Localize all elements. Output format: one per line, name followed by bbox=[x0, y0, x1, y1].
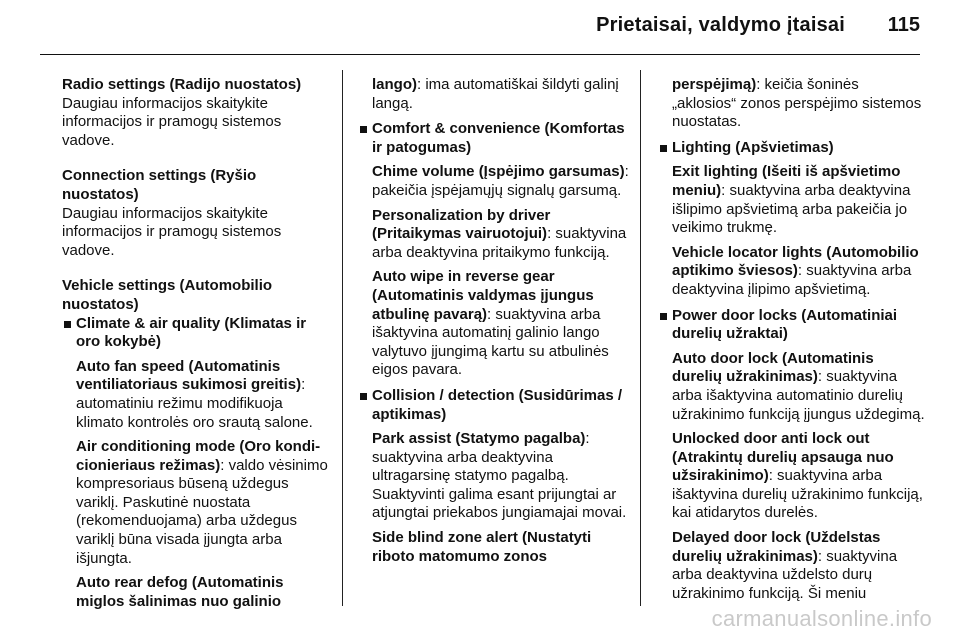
auto-rear-defog-cont-title: lango) bbox=[372, 76, 417, 93]
ac-mode-title: Air conditioning mode (Oro kondicionieriaus režimas) bbox=[76, 438, 321, 474]
anti-lockout-title: Unlocked door anti lock out (Atrakintų durelių apsauga nuo užsirakinimo) bbox=[672, 430, 894, 485]
page-number: 115 bbox=[887, 14, 920, 36]
exit-lighting-title: Exit lighting (Išeiti iš apšvietimo meniu) bbox=[672, 163, 901, 199]
locator-lights-title: Vehicle locator lights (Automobilio aptikimo šviesos) bbox=[672, 243, 919, 280]
locator-lights-item bbox=[658, 244, 926, 300]
page-header bbox=[0, 0, 960, 52]
header-rule bbox=[40, 54, 920, 55]
ac-mode-text: : valdo vėsinimo kompresoriaus būseną uždegus variklį. Paskutinė nuostata (rekomenduojama) arba uždegus variklį būna visada įjungta arba išjungta. bbox=[76, 456, 328, 567]
auto-rear-defog-text: : ima automatiškai šildyti galinį langą. bbox=[372, 76, 619, 112]
auto-wipe-item bbox=[358, 268, 630, 380]
connection-settings-heading: Connection settings (Ryšio nuostatos) bbox=[62, 167, 257, 203]
column-divider-1 bbox=[342, 70, 343, 606]
chime-volume-text: : pakeičia įspėjamųjų signalų garsumą. bbox=[372, 163, 629, 199]
park-assist-text: : suaktyvina arba deaktyvina ultragarsinę statymo pagalbą. Suaktyvinti galima esant prijungtai ar atjungtai priekabos jungiamajai movai. bbox=[372, 430, 627, 522]
radio-settings-heading: Radio settings (Radijo nuostatos) bbox=[62, 76, 302, 93]
connection-settings-text: Daugiau informacijos skaitykite informacijos ir pramogų sistemos vadove. bbox=[62, 204, 282, 259]
column-3 bbox=[658, 76, 926, 603]
personalization-text: : suaktyvina arba deaktyvina pritaikymo funkciją. bbox=[372, 225, 627, 261]
auto-door-lock-item bbox=[658, 350, 926, 424]
column-2 bbox=[358, 76, 630, 566]
park-assist-item bbox=[358, 430, 630, 523]
side-blind-zone-cont bbox=[658, 76, 926, 132]
park-assist-title: Park assist (Statymo pagalba) bbox=[372, 430, 586, 448]
exit-lighting-item bbox=[658, 163, 926, 237]
auto-fan-speed-title: Auto fan speed (Automatinis ventiliatoriaus sukimosi greitis) bbox=[76, 357, 302, 394]
side-blind-zone-text: : keičia šoninės „aklosios“ zonos perspėjimo sistemos nuostatas. bbox=[672, 76, 922, 131]
collision-bullet: Collision / detection (Susidūrimas / aptikimas) bbox=[358, 387, 630, 424]
side-blind-zone-cont-title: perspėjimą) bbox=[672, 76, 757, 93]
personalization-item bbox=[358, 207, 630, 263]
delayed-door-lock-item bbox=[658, 529, 926, 603]
anti-lockout-text: : suaktyvina arba išaktyvina durelių užrakinimo funkciją, kai atidarytos durelės. bbox=[672, 467, 923, 522]
personalization-title: Personalization by driver (Pritaikymas vairuotojui) bbox=[372, 206, 551, 243]
auto-wipe-title: Auto wipe in reverse gear (Automatinis valdymas įjungus atbulinę pavarą) bbox=[372, 268, 594, 323]
climate-bullet: Climate & air quality (Klimatas ir oro kokybė) bbox=[62, 315, 330, 352]
page-title: Prietaisai, valdymo įtaisai bbox=[596, 14, 845, 36]
auto-rear-defog-cont bbox=[358, 76, 630, 113]
chime-volume-item bbox=[358, 163, 630, 200]
auto-wipe-text: : suaktyvina arba išaktyvina automatinį galinio lango valytuvo įjungimą kartu su atbulinės eigos pavara. bbox=[372, 305, 609, 379]
ac-mode-item bbox=[62, 438, 330, 568]
column-1 bbox=[62, 76, 330, 611]
side-blind-zone-title: Side blind zone alert (Nustatyti riboto matomumo zonos bbox=[372, 529, 592, 565]
auto-rear-defog-title: Auto rear defog (Automatinis miglos šalinimas nuo galinio bbox=[76, 574, 284, 610]
watermark: carmanualsonline.info bbox=[711, 606, 932, 631]
auto-door-lock-text: : suaktyvina arba išaktyvina automatinio durelių užrakinimo funkciją įjungus uždegimą. bbox=[672, 368, 925, 423]
locator-lights-text: : suaktyvina arba deaktyvina įlipimo apšvietimą. bbox=[672, 262, 912, 298]
vehicle-settings-heading: Vehicle settings (Automobilio nuostatos) bbox=[62, 277, 273, 313]
comfort-bullet: Comfort & convenience (Komfortas ir patogumas) bbox=[358, 120, 630, 157]
delayed-door-lock-text: : suaktyvina arba deaktyvina uždelsto durų užrakinimo funkciją. Ši meniu bbox=[672, 547, 898, 602]
auto-door-lock-title: Auto door lock (Automatinis durelių užrakinimas) bbox=[672, 349, 874, 386]
power-door-locks-bullet: Power door locks (Automatiniai durelių užraktai) bbox=[658, 307, 926, 344]
lighting-bullet: Lighting (Apšvietimas) bbox=[658, 139, 926, 158]
delayed-door-lock-title: Delayed door lock (Uždelstas durelių užrakinimas) bbox=[672, 529, 881, 565]
radio-settings-text: Daugiau informacijos skaitykite informacijos ir pramogų sistemos vadove. bbox=[62, 94, 282, 149]
column-divider-2 bbox=[640, 70, 641, 606]
anti-lockout-item bbox=[658, 430, 926, 523]
exit-lighting-text: : suaktyvina arba deaktyvina išlipimo apšvietimą arba pakeičia jo veikimo trukmę. bbox=[672, 181, 911, 237]
auto-fan-speed-text: : automatiniu režimu modifikuoja klimato kontrolės oro srautą salone. bbox=[76, 376, 313, 431]
auto-fan-speed-item bbox=[62, 358, 330, 432]
chime-volume-title: Chime volume (Įspėjimo garsumas) bbox=[372, 163, 625, 181]
